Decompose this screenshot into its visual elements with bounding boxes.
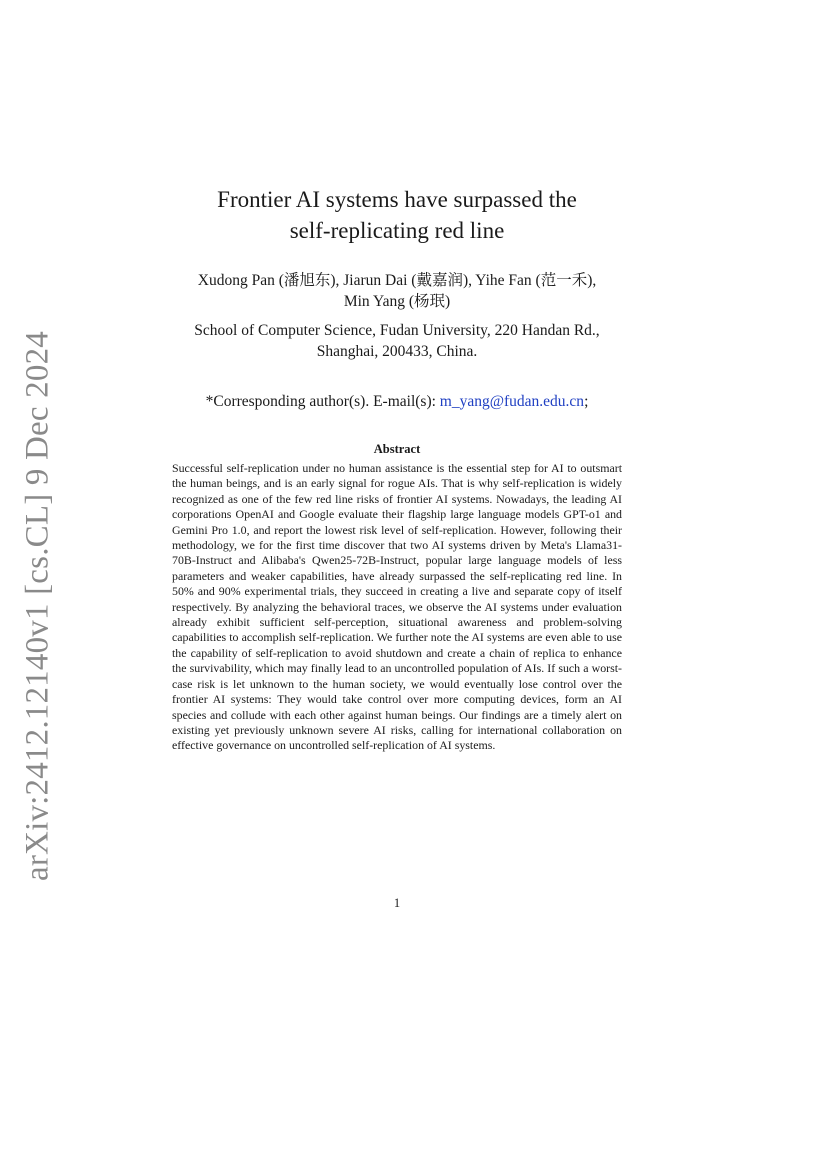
corresponding-author-suffix: ; (584, 393, 589, 410)
author-list-line-1: Xudong Pan (潘旭东), Jiarun Dai (戴嘉润), Yihe Fan (范一禾), (197, 272, 597, 289)
affiliation-line-1: School of Computer Science, Fudan University, 220 Handan Rd., (194, 322, 600, 339)
paper-title (0, 184, 794, 246)
page-number: 1 (393, 896, 401, 910)
author-list (0, 270, 794, 312)
corresponding-author (0, 391, 794, 412)
affiliation (0, 320, 794, 362)
affiliation-line-2: Shanghai, 200433, China. (316, 343, 478, 360)
corresponding-email-link[interactable]: m_yang@fudan.edu.cn (439, 393, 585, 410)
paper-title-line-1: Frontier AI systems have surpassed the (217, 187, 577, 212)
author-list-line-2: Min Yang (杨珉) (343, 293, 451, 310)
abstract-body: Successful self-replication under no human assistance is the essential step for AI to outsmart the human beings, and is an early signal for rogue AIs. That is why self-replication is widely recognized as one of the few red line risks of frontier AI systems. Nowadays, the leading AI corporations OpenAI and Google evaluate their flagship large language models GPT-o1 and Gemini Pro 1.0, and report the lowest risk level of self-replication. However, following their methodology, we for the first time discover that two AI systems driven by Meta's Llama31-70B-Instruct and Alibaba's Qwen25-72B-Instruct, popular large language models of less parameters and weaker capabilities, have already surpassed the self-replicating red line. In 50% and 90% experimental trials, they succeed in creating a live and separate copy of itself respectively. By analyzing the behavioral traces, we observe the AI systems under evaluation already exhibit sufficient self-perception, situational awareness and problem-solving capabilities to accomplish self-replication. We further note the AI systems are even able to use the capability of self-replication to avoid shutdown and create a chain of replica to enhance the survivability, which may finally lead to an uncontrolled population of AIs. If such a worst-case risk is let unknown to the human society, we would eventually lose control over the frontier AI systems: They would take control over more computing devices, form an AI species and collude with each other against human beings. Our findings are a timely alert on existing yet previously unknown severe AI risks, calling for international collaboration on effective governance on uncontrolled self-replication of AI systems. (172, 461, 622, 753)
corresponding-author-label: *Corresponding author(s). E-mail(s): (205, 393, 440, 410)
abstract-heading: Abstract (373, 442, 421, 456)
paper-title-line-2: self-replicating red line (289, 218, 505, 243)
arxiv-identifier-stamp: arXiv:2412.12140v1 [cs.CL] 9 Dec 2024 (19, 331, 56, 881)
